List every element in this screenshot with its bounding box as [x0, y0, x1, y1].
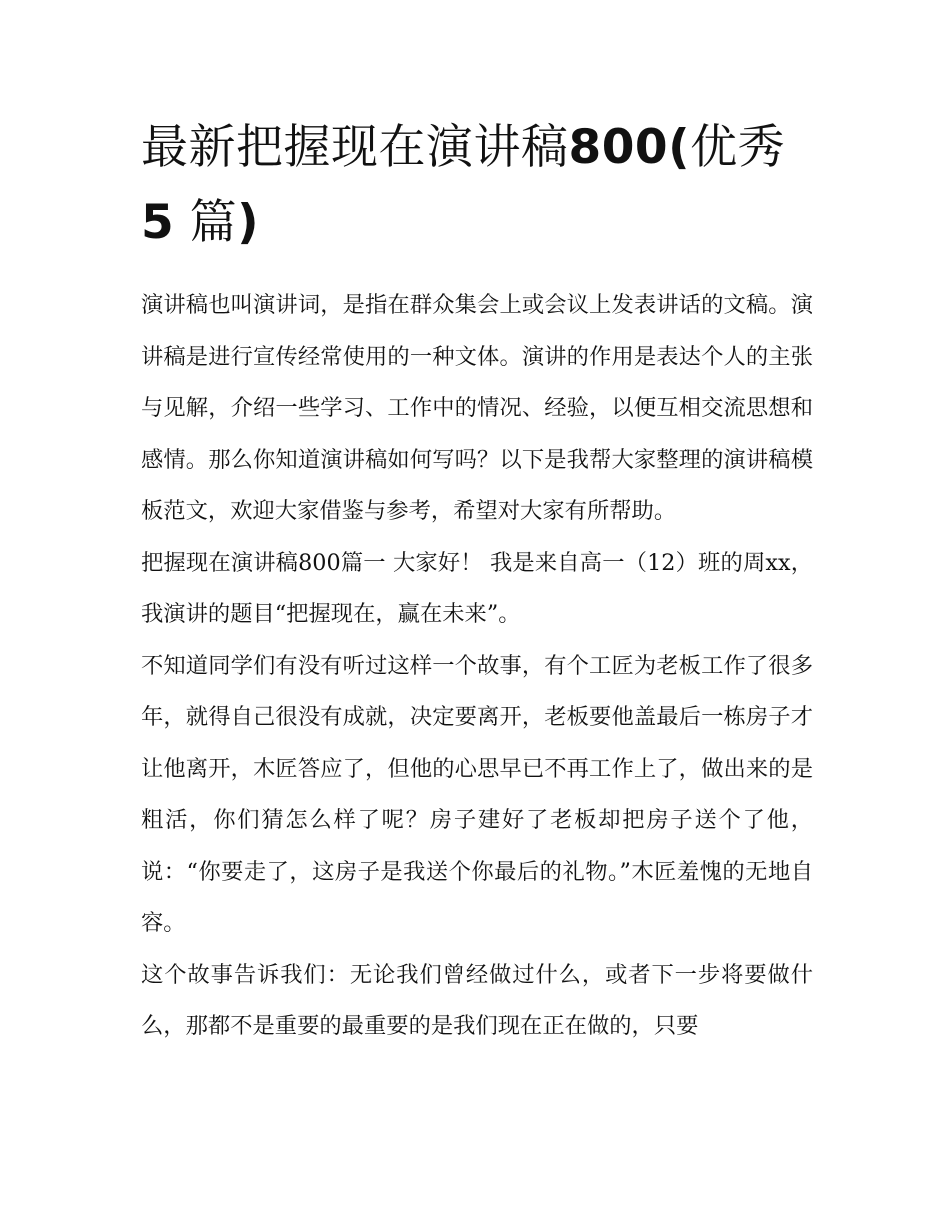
title-text-part-2: 优秀: [690, 120, 786, 175]
title-number: 800(: [568, 120, 691, 175]
title-close-paren: ): [237, 195, 260, 250]
speech-opening-paragraph: 把握现在演讲稿800篇一 大家好！ 我是来自高一（12）班的周xx，我演讲的题目“把握现在，赢在未来”。: [141, 549, 813, 627]
title-text-part-3: 篇: [174, 195, 238, 250]
document-title: [141, 110, 813, 260]
document-page: [141, 110, 813, 1053]
intro-paragraph: 演讲稿也叫演讲词，是指在群众集会上或会议上发表讲话的文稿。演讲稿是进行宣传经常使用的一种文体。演讲的作用是表达个人的主张与见解，介绍一些学习、工作中的情况、经验，以便互相交流思想和感情。那么你知道演讲稿如何写吗？以下是我帮大家整理的演讲稿模板范文，欢迎大家借鉴与参考，希望对大家有所帮助。: [141, 292, 813, 524]
lesson-paragraph: 这个故事告诉我们：无论我们曾经做过什么，或者下一步将要做什么，那都不是重要的最重要的是我们现在正在做的，只要: [141, 961, 813, 1039]
story-paragraph: 不知道同学们有没有听过这样一个故事，有个工匠为老板工作了很多年，就得自己很没有成就，决定要离开，老板要他盖最后一栋房子才让他离开，木匠答应了，但他的心思早已不再工作上了，做出来的是粗活，你们猜怎么样了呢？房子建好了老板却把房子送个了他，说：“你要走了，这房子是我送个你最后的礼物。”木匠羞愧的无地自容。: [141, 652, 813, 936]
title-text-part-1: 最新把握现在演讲稿: [141, 120, 569, 175]
title-count: 5: [141, 195, 175, 250]
